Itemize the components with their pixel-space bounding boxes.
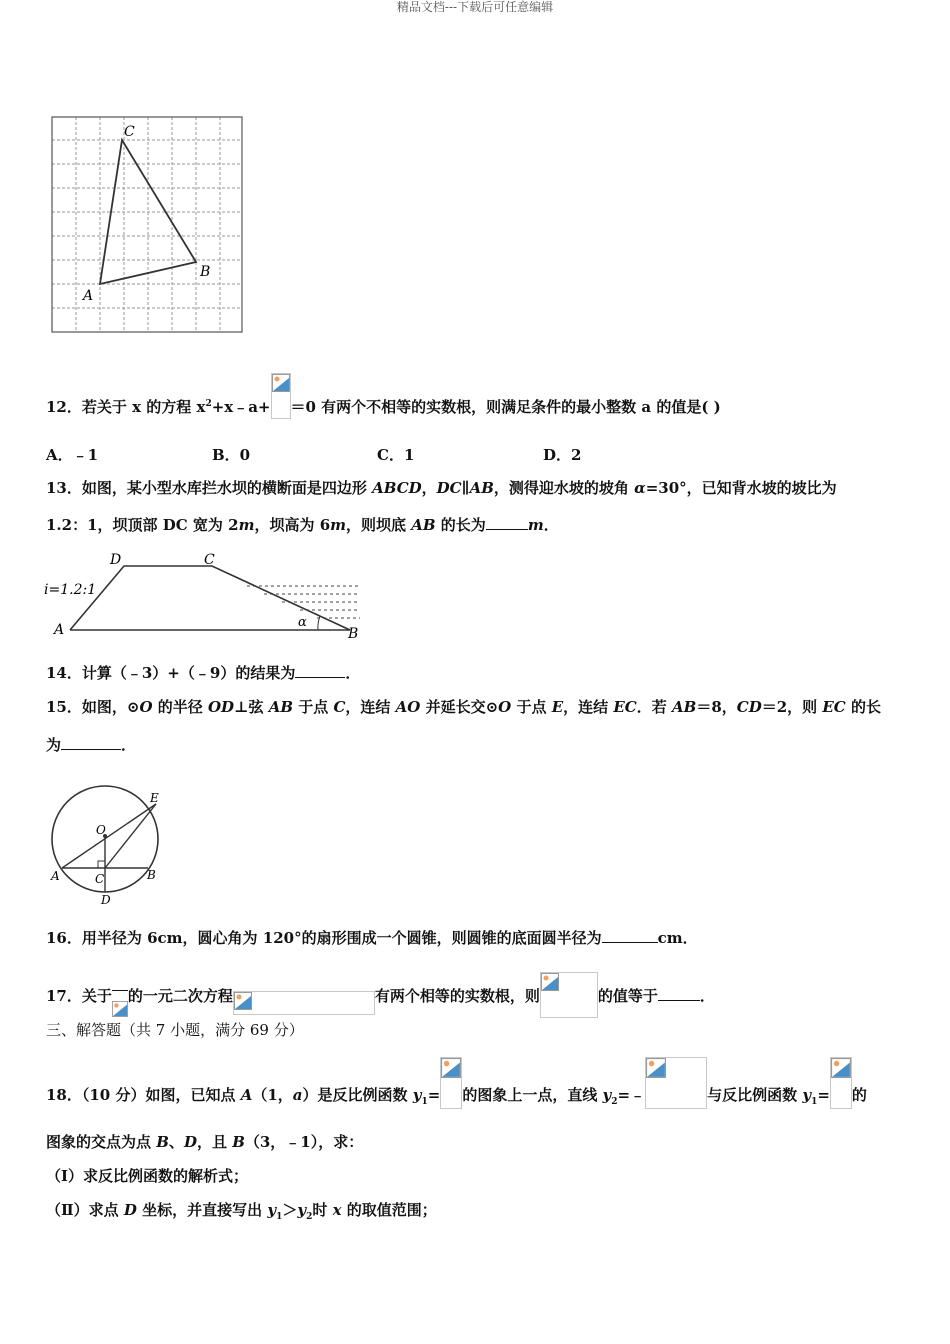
- q13-text: ．: [543, 516, 559, 534]
- formula-image-placeholder: [271, 373, 291, 419]
- q18-text: 图象的交点为点: [46, 1133, 157, 1151]
- q12-option-c: C．1: [377, 446, 415, 464]
- circle-label-b: B: [147, 868, 156, 882]
- q18-text: 时: [312, 1201, 333, 1219]
- question-18-line-1: [46, 1070, 867, 1122]
- answer-blank: [602, 928, 658, 943]
- dam-label-b: B: [348, 626, 359, 642]
- q13-dc: DC: [436, 479, 462, 497]
- q18-text: ，且: [196, 1133, 233, 1151]
- q12-text-1: 若关于 x 的方程 x: [81, 398, 206, 416]
- q13-unit: m: [238, 516, 255, 534]
- question-18-part-2: [46, 1200, 437, 1227]
- q12-option-d: D．2: [543, 446, 582, 464]
- q17-text: 有两个相等的实数根，则: [374, 987, 540, 1005]
- q15-sym: AO: [395, 698, 421, 716]
- q18-sub: 1: [421, 1097, 428, 1107]
- q18-text: 的: [851, 1086, 867, 1104]
- broken-image-icon: [234, 992, 252, 1010]
- q18-sym: A: [240, 1086, 253, 1104]
- q15-text: 15．如图，⊙: [46, 698, 140, 716]
- q15-sym: AB: [268, 698, 294, 716]
- q18-text: ＞: [282, 1201, 298, 1219]
- q15-text: ⊥弦: [234, 698, 269, 716]
- q12-text-2: +x﹣a+: [211, 398, 271, 416]
- q15-text: 并延长交⊙: [420, 698, 499, 716]
- question-17: [46, 974, 715, 1020]
- q13-unit: m: [527, 516, 544, 534]
- formula-image-placeholder: [440, 1057, 462, 1109]
- q13-text: ，: [421, 479, 437, 497]
- dam-label-a: A: [54, 622, 65, 638]
- q18-sub: 2: [611, 1097, 618, 1107]
- grid-label-b: B: [200, 264, 211, 280]
- q13-text: =30°，已知背水坡的坡比为: [645, 479, 837, 497]
- q12-option-a: A．﹣1: [46, 446, 99, 464]
- q13-text: 的长为: [435, 516, 486, 534]
- circle-label-d: D: [101, 893, 111, 907]
- q18-text: 坐标，并直接写出: [136, 1201, 268, 1219]
- q18-text: =: [817, 1086, 830, 1104]
- q18-sym: B: [156, 1133, 169, 1151]
- q14-text: 14．计算（﹣3）+（﹣9）的结果为: [46, 664, 296, 682]
- q18-text: 的取值范围；: [341, 1201, 437, 1219]
- q15-text: 的长: [845, 698, 881, 716]
- broken-image-icon: [441, 1058, 461, 1078]
- circle-label-e: E: [150, 791, 159, 805]
- dam-label-c: C: [204, 552, 215, 568]
- q15-text: ．: [121, 736, 137, 754]
- q15-text: 于点: [511, 698, 552, 716]
- question-18-line-2: [46, 1132, 363, 1152]
- q15-text: 为: [46, 736, 62, 754]
- dam-angle-alpha: α: [298, 615, 307, 630]
- q17-text: 的一元二次方程: [127, 987, 233, 1005]
- q15-text: ＝2，则: [761, 698, 823, 716]
- q18-sym: x: [332, 1201, 342, 1219]
- question-13-line-1: [46, 478, 837, 498]
- q18-sym: y: [602, 1086, 612, 1104]
- circle-geometry-figure: [44, 784, 174, 908]
- formula-image-placeholder: [830, 1057, 852, 1109]
- question-13-line-2: [46, 515, 559, 535]
- q15-text: ，连结: [345, 698, 396, 716]
- q17-text: 的值等于: [597, 987, 658, 1005]
- q13-text: ，则坝底: [346, 516, 412, 534]
- q15-text: ，连结: [563, 698, 614, 716]
- grid-triangle-figure: [50, 114, 246, 336]
- q18-sym: y: [412, 1086, 422, 1104]
- q15-text: ＝8，: [696, 698, 737, 716]
- formula-image-placeholder: [233, 991, 375, 1015]
- formula-image-placeholder: [645, 1057, 707, 1109]
- q12-num: 12．: [46, 398, 82, 416]
- q12-sup: 2: [205, 399, 212, 409]
- q16-text: 16．用半径为 6cm，圆心角为 120°的扇形围成一个圆锥，则圆锥的底面圆半径为: [46, 929, 602, 947]
- grid-label-c: C: [124, 124, 135, 140]
- q15-text: ．若: [636, 698, 672, 716]
- grid-label-a: A: [83, 288, 94, 304]
- q18-sub: 1: [811, 1097, 818, 1107]
- q18-sym: y: [802, 1086, 812, 1104]
- q18-text: 与反比例函数: [707, 1086, 803, 1104]
- q13-text: ，测得迎水坡的坡角: [493, 479, 635, 497]
- q15-sym: CD: [736, 698, 762, 716]
- q18-text: 、: [168, 1133, 184, 1151]
- answer-blank: [658, 986, 700, 1001]
- broken-image-icon: [541, 973, 559, 991]
- question-12: [46, 385, 721, 431]
- q18-text: （Ⅱ）求点: [46, 1201, 124, 1219]
- q13-text: ，坝高为 6: [254, 516, 331, 534]
- q15-text: 的半径: [152, 698, 208, 716]
- section-3-heading: 三、解答题（共 7 小题，满分 69 分）: [46, 1021, 304, 1039]
- q15-sym: AB: [671, 698, 697, 716]
- q13-text: 13．如图，某小型水库拦水坝的横断面是四边形: [46, 479, 373, 497]
- q15-text: 于点: [293, 698, 334, 716]
- broken-image-icon: [831, 1058, 851, 1078]
- q15-sym: EC: [822, 698, 846, 716]
- q13-unit: m: [330, 516, 347, 534]
- dam-slope-ratio: i=1.2:1: [44, 582, 97, 598]
- q18-sym: y: [297, 1201, 307, 1219]
- q18-text: （3，﹣1），求：: [244, 1133, 364, 1151]
- q18-text: 18．（10 分）如图，已知点: [46, 1086, 241, 1104]
- answer-blank: [61, 735, 121, 750]
- q13-text: 1.2：1，坝顶部 DC 宽为 2: [46, 516, 239, 534]
- q13-parallel: ∥: [461, 479, 470, 497]
- q14-end: ．: [345, 664, 361, 682]
- q18-text: =: [427, 1086, 441, 1104]
- q18-text: =﹣: [617, 1086, 646, 1104]
- answer-blank: [486, 515, 528, 530]
- question-15-line-1: [46, 697, 881, 717]
- q13-abcd: ABCD: [372, 479, 422, 497]
- dam-label-d: D: [110, 552, 122, 568]
- q18-sym: a: [292, 1086, 303, 1104]
- circle-label-a: A: [51, 869, 60, 883]
- answer-blank: [295, 663, 345, 678]
- q15-sym: EC: [613, 698, 637, 716]
- q13-alpha: α: [634, 479, 646, 497]
- dam-cross-section-figure: [42, 548, 372, 642]
- q13-ab: AB: [411, 516, 436, 534]
- question-15-line-2: [46, 735, 136, 755]
- q18-sym: D: [183, 1133, 197, 1151]
- q15-sym: C: [333, 698, 346, 716]
- q12-text-3: ＝0 有两个不相等的实数根，则满足条件的最小整数 a 的值是( ): [290, 398, 721, 416]
- broken-image-icon: [272, 374, 290, 392]
- q17-text: 17．关于: [46, 987, 112, 1005]
- circle-label-o: O: [96, 823, 106, 837]
- circle-label-c: C: [95, 872, 105, 886]
- q18-text: （1，: [252, 1086, 293, 1104]
- broken-image-icon: [646, 1058, 666, 1078]
- q15-sym: E: [551, 698, 564, 716]
- question-16: [46, 928, 698, 948]
- q18-sym: y: [267, 1201, 277, 1219]
- q15-sym: O: [139, 698, 153, 716]
- question-18-part-1: （Ⅰ）求反比例函数的解析式；: [46, 1167, 249, 1185]
- q15-sym: O: [498, 698, 512, 716]
- q18-text: ）是反比例函数: [302, 1086, 413, 1104]
- question-14: [46, 663, 360, 683]
- q18-sym: D: [123, 1201, 137, 1219]
- q17-text: ．: [699, 987, 715, 1005]
- q18-sub: 2: [306, 1212, 313, 1222]
- q18-sym: B: [232, 1133, 245, 1151]
- broken-image-icon: [112, 1001, 128, 1017]
- q18-text: 的图象上一点，直线: [462, 1086, 603, 1104]
- formula-image-placeholder: [112, 990, 128, 1017]
- formula-image-placeholder: [540, 972, 598, 1018]
- q18-sub: 1: [276, 1212, 283, 1222]
- q15-sym: OD: [207, 698, 235, 716]
- page-header: 精品文档---下载后可任意编辑: [396, 0, 554, 14]
- q12-option-b: B．0: [212, 446, 251, 464]
- q13-ab: AB: [469, 479, 494, 497]
- q16-end: cm．: [657, 929, 698, 947]
